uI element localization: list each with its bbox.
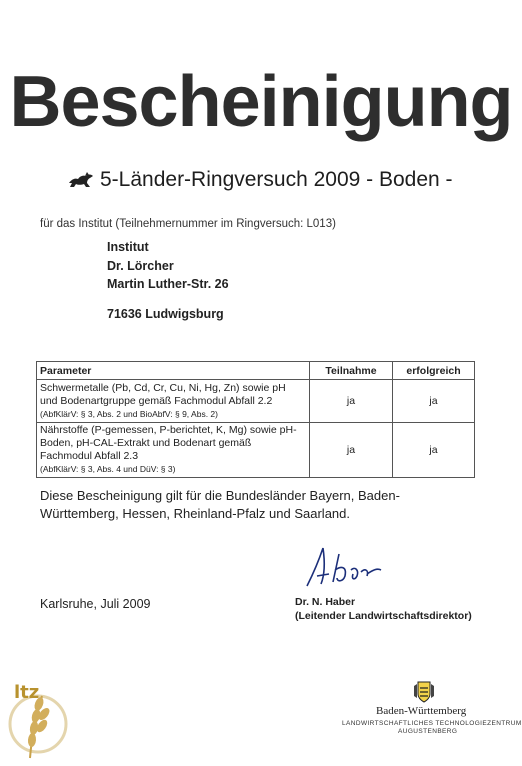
state-name: Baden-Württemberg bbox=[376, 705, 467, 717]
address-line-3: Martin Luther-Str. 26 bbox=[107, 277, 229, 291]
table-row bbox=[37, 380, 475, 423]
address-line-1: Institut bbox=[107, 240, 149, 254]
validity-statement: Diese Bescheinigung gilt für die Bundesländer Bayern, Baden-Württemberg, Hessen, Rheinland-Pfalz und Saarland. bbox=[40, 488, 400, 521]
place-date: Karlsruhe, Juli 2009 bbox=[40, 597, 151, 611]
ltz-logo-text: ltz bbox=[14, 682, 40, 703]
header-parameter: Parameter bbox=[37, 362, 310, 380]
erfolgreich-cell: ja bbox=[393, 380, 475, 423]
parameter-main: Nährstoffe (P-gemessen, P-berichtet, K, Mg) sowie pH-Boden, pH-CAL-Extrakt und Bodenart gemäß Fachmodul Abfall 2.3 bbox=[40, 424, 297, 462]
address-line-2: Dr. Lörcher bbox=[107, 259, 174, 273]
table-header-row bbox=[37, 362, 475, 380]
state-crest-icon bbox=[413, 680, 435, 704]
intro-text: für das Institut (Teilnehmernummer im Ringversuch: L013) bbox=[40, 218, 336, 230]
subtitle-row bbox=[68, 166, 453, 194]
teilnahme-cell: ja bbox=[310, 380, 393, 423]
address-line-4: 71636 Ludwigsburg bbox=[107, 307, 224, 321]
parameter-cell bbox=[37, 380, 310, 423]
erfolgreich-cell: ja bbox=[393, 423, 475, 478]
parameter-main: Schwermetalle (Pb, Cd, Cr, Cu, Ni, Hg, Zn) sowie pH und Bodenartgruppe gemäß Fachmodul Abfall 2.2 bbox=[40, 381, 286, 407]
handwritten-signature bbox=[303, 540, 383, 592]
parameter-table bbox=[36, 361, 475, 478]
teilnahme-cell: ja bbox=[310, 423, 393, 478]
parameter-note: (AbfKlärV: § 3, Abs. 4 und DüV: § 3) bbox=[40, 464, 176, 474]
lion-emblem-icon bbox=[68, 171, 94, 189]
header-teilnahme: Teilnahme bbox=[310, 362, 393, 380]
signer-name: Dr. N. Haber bbox=[295, 596, 356, 608]
institution-line-2: AUGUSTENBERG bbox=[398, 728, 458, 735]
document-subtitle: 5-Länder-Ringversuch 2009 - Boden - bbox=[100, 168, 453, 191]
signer-block bbox=[295, 595, 472, 623]
parameter-cell bbox=[37, 423, 310, 478]
institution-line-1: LANDWIRTSCHAFTLICHES TECHNOLOGIEZENTRUM bbox=[342, 720, 522, 727]
parameter-note: (AbfKlärV: § 3, Abs. 2 und BioAbfV: § 9, Abs. 2) bbox=[40, 408, 218, 419]
table-row bbox=[37, 423, 475, 478]
header-erfolgreich: erfolgreich bbox=[393, 362, 475, 380]
signer-role: (Leitender Landwirtschaftsdirektor) bbox=[295, 610, 472, 622]
document-title: Bescheinigung bbox=[9, 62, 513, 142]
